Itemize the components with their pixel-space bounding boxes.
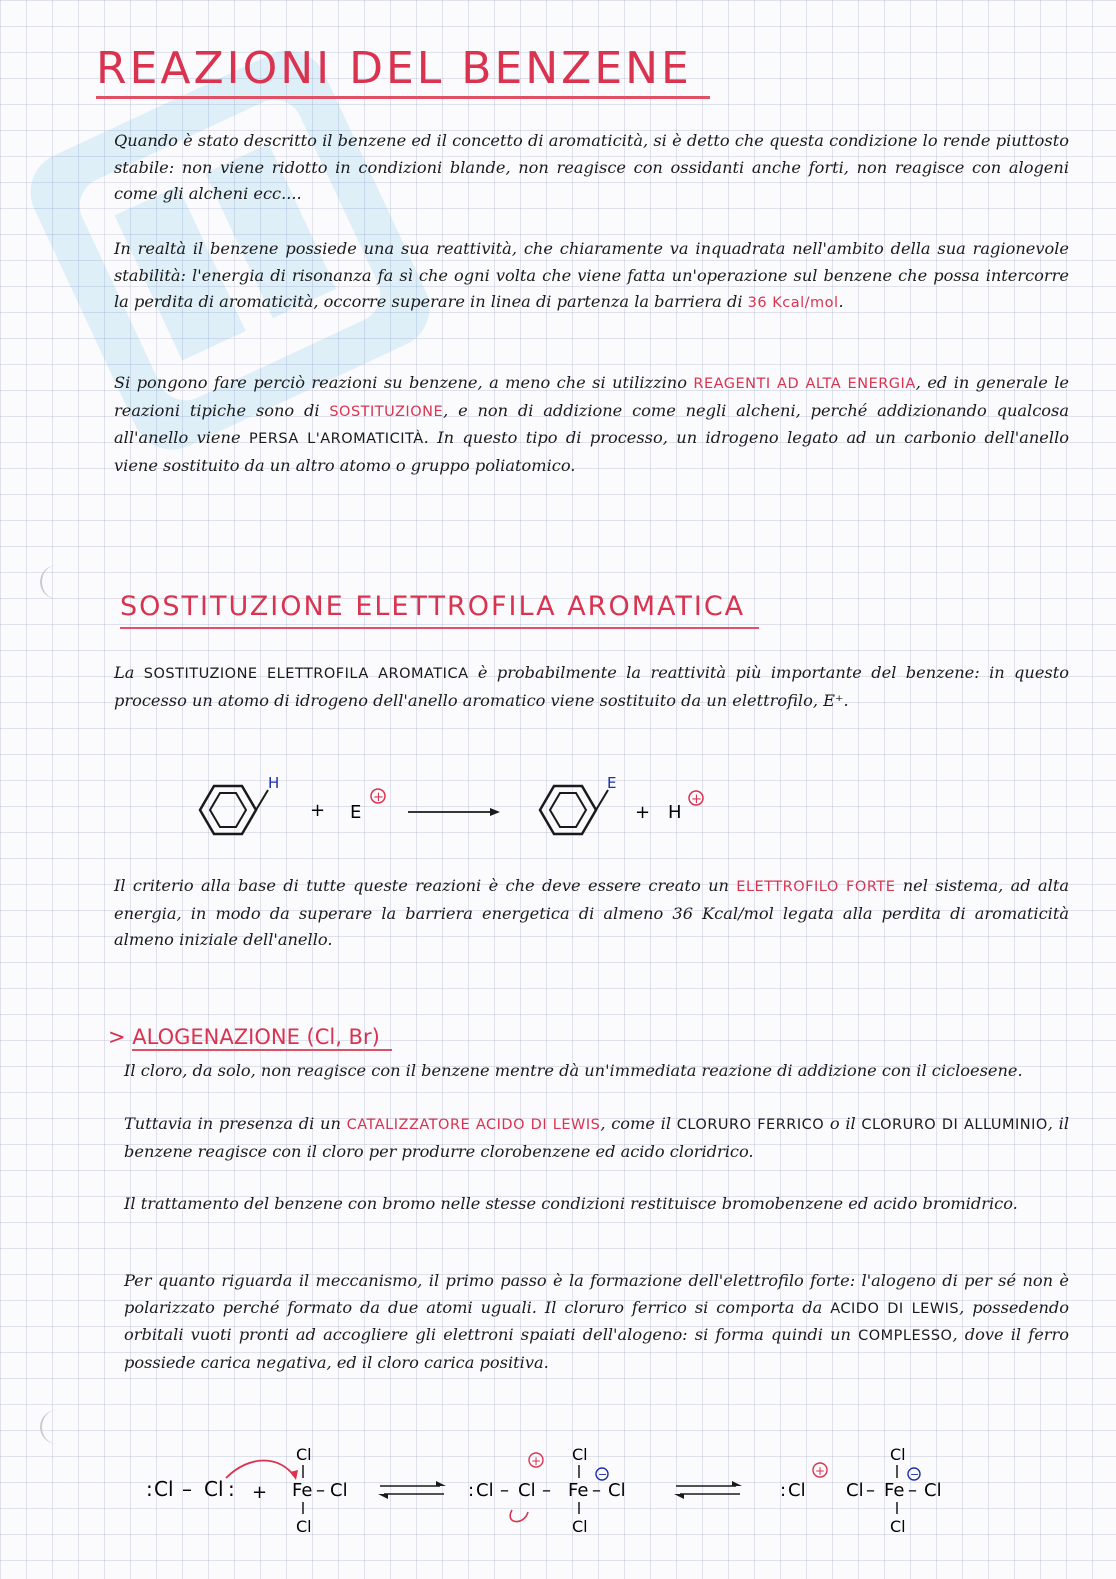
text-span: è probabilmente la reattività più importante del benzene: in questo processo un atomo di idrogeno dell'anello aromatico viene sostituito da un elettrofilo, E⁺. [114,663,1069,710]
text-span: , e non di addizione come negli alcheni, perché addizionando qualcosa all'anello viene [114,400,1069,448]
charge-symbol: + [691,792,702,807]
electrophile-label: E [350,802,362,823]
highlight-strong-electrophile: ELETTROFILO FORTE [736,879,896,895]
chlorine-atom: Cl [846,1480,864,1501]
chlorine-atom: Cl [330,1480,348,1501]
lewis-complex [468,1445,626,1536]
text-span: , il benzene reagisce con il cloro per produrre clorobenzene ed acido cloridrico. [124,1114,1069,1161]
chlorine-atom: Cl [890,1517,906,1536]
energy-value: 36 Kcal/mol [747,295,839,312]
text-span: . [838,292,844,312]
text-span: In realtà il benzene possiede una sua reattività, che chiaramente va inquadrata nell'ambito della sua ragionevole stabilità: l'energia di risonanza fa sì che ogni volta che viene fatta un'operazione sul benzene che possa intercorre la perdita di aromaticità, occorre superare in linea di partenza la barriera di [114,239,1069,312]
bond: – [182,1477,192,1501]
halo-paragraph-1: Il cloro, da solo, non reagisce con il benzene mentre dà un'immediata reazione di addizione con il cicloesene. [124,1061,1023,1080]
chlorine-atom: Cl [788,1480,806,1501]
bond: – [542,1480,551,1501]
ferric-chloride [292,1445,348,1536]
halo-paragraph-2 [124,1111,1069,1165]
bond: – [908,1480,917,1501]
charge-symbol: + [815,1464,826,1478]
seas-paragraph-1 [114,660,1069,714]
text-span: Si pongono fare perciò reazioni su benzene, a meno che si utilizzino [114,373,694,392]
text-span: Il criterio alla base di tutte queste reazioni è che deve essere creato un [114,876,737,895]
bond: – [592,1480,601,1501]
section-title: SOSTITUZIONE ELETTROFILA AROMATICA [120,587,759,629]
equilibrium-arrow-icon [378,1481,446,1499]
text-span: La [114,663,144,682]
highlight-reagents: REAGENTI AD ALTA ENERGIA [693,376,916,392]
plus-sign: + [635,802,651,823]
chlorine-atom: Cl [572,1517,588,1536]
highlight-aluminium-chloride: CLORURO DI ALLUMINIO [861,1117,1048,1133]
chlorine-atom: Cl [924,1480,942,1501]
seas-paragraph-2 [114,873,1069,954]
highlight-seas: SOSTITUZIONE ELETTROFILA AROMATICA [143,666,469,682]
bond: – [866,1480,875,1501]
chlorine-molecule [146,1477,235,1501]
page-title: REAZIONI DEL BENZENE [96,42,710,99]
highlight-complex: COMPLESSO [858,1328,953,1345]
text-span: Per quanto riguarda il meccanismo, il primo passo è la formazione dell'elettrofilo forte: l'alogeno di per sé non è polarizzato perché formato da due atomi uguali. Il cloruro ferrico si comporta da [124,1271,1069,1317]
charge-symbol: − [598,1468,608,1481]
charge-symbol: + [373,790,384,805]
chlorine-atom: Cl [476,1480,494,1501]
benzene-ring [200,786,268,834]
chlorine-atom: Cl [608,1480,626,1501]
reaction-scheme [180,770,740,850]
charge-symbol: + [531,1454,542,1468]
chlorine-atom: Cl [572,1445,588,1464]
intro-paragraph-1: Quando è stato descritto il benzene ed il concetto di aromaticità, si è detto che questa condizione lo rende piuttosto stabile: non viene ridotto in condizioni blande, non reagisce con ossidanti anche forti, non reagisce con alogeni come gli alcheni ecc.... [114,131,1069,204]
subsection-title [108,1020,392,1054]
text-span: , come il [600,1114,677,1133]
text-span: , ed in generale le reazioni tipiche sono di [114,373,1069,420]
chlorine-atom: Cl [154,1477,174,1501]
binder-hole [40,1410,68,1444]
curved-arrow-icon [226,1461,294,1479]
positive-charge-icon [689,791,703,807]
highlight-substitution: SOSTITUZIONE [329,403,444,420]
chlorine-atom: Cl [518,1480,536,1501]
text-span: Tuttavia in presenza di un [124,1114,347,1133]
text-span: , dove il ferro possiede carica negativa, ed il cloro carica positiva. [124,1325,1070,1372]
highlight-lewis-catalyst: CATALIZZATORE ACIDO DI LEWIS [346,1117,601,1133]
iron-atom: Fe [884,1480,905,1501]
plus-sign: + [252,1482,268,1503]
curved-arrow-icon [510,1510,528,1522]
text-span: nel sistema, ad alta energia, in modo da superare la barriera energetica di almeno 36 Kcal/mol legata alla perdita di aromaticità almeno iniziale dell'anello. [114,876,1070,950]
text-span: . In questo tipo di processo, un idrogeno legato ad un carbonio dell'anello viene sostituito da un altro atomo o gruppo poliatomico. [114,428,1069,475]
lone-pair: : [468,1480,475,1501]
substituted-benzene-ring [540,786,608,834]
lone-pair: : [228,1477,235,1501]
reaction-arrow [408,808,500,816]
iron-atom: Fe [568,1480,589,1501]
lone-pair: : [780,1480,787,1501]
chlorine-atom: Cl [204,1477,224,1501]
binder-hole [40,565,68,599]
intro-paragraph-3 [114,370,1069,479]
lone-pair: : [146,1477,153,1501]
plus-sign: + [310,800,326,821]
text-span: o il [824,1114,862,1133]
chevron-right-icon: > [108,1025,126,1049]
h-label: H [268,774,280,792]
chloronium-ion [780,1463,827,1501]
mechanism-scheme [140,1440,960,1540]
tetrachloroferrate-ion [846,1445,942,1536]
bond: – [500,1480,509,1501]
highlight-lost-aromaticity: PERSA L'AROMATICITÀ [248,431,424,448]
text-span: , possedendo orbitali vuoti pronti ad accogliere gli elettroni spaiati dell'alogeno: si forma quindi un [124,1297,1069,1345]
positive-charge-icon [371,789,385,805]
equilibrium-arrow-icon [674,1481,742,1499]
charge-symbol: − [910,1468,920,1481]
halo-paragraph-4 [124,1268,1069,1376]
bond: – [316,1480,325,1501]
highlight-lewis-acid: ACIDO DI LEWIS [830,1300,960,1317]
highlight-ferric-chloride: CLORURO FERRICO [676,1117,825,1133]
chlorine-atom: Cl [296,1445,312,1464]
halo-paragraph-3: Il trattamento del benzene con bromo nelle stesse condizioni restituisce bromobenzene ed acido bromidrico. [124,1194,1018,1213]
e-label: E [607,774,617,792]
chlorine-atom: Cl [890,1445,906,1464]
iron-atom: Fe [292,1480,313,1501]
subsection-title-text: ALOGENAZIONE (Cl, Br) [132,1025,392,1051]
proton-label: H [668,802,682,823]
chlorine-atom: Cl [296,1517,312,1536]
intro-paragraph-2 [114,236,1069,317]
